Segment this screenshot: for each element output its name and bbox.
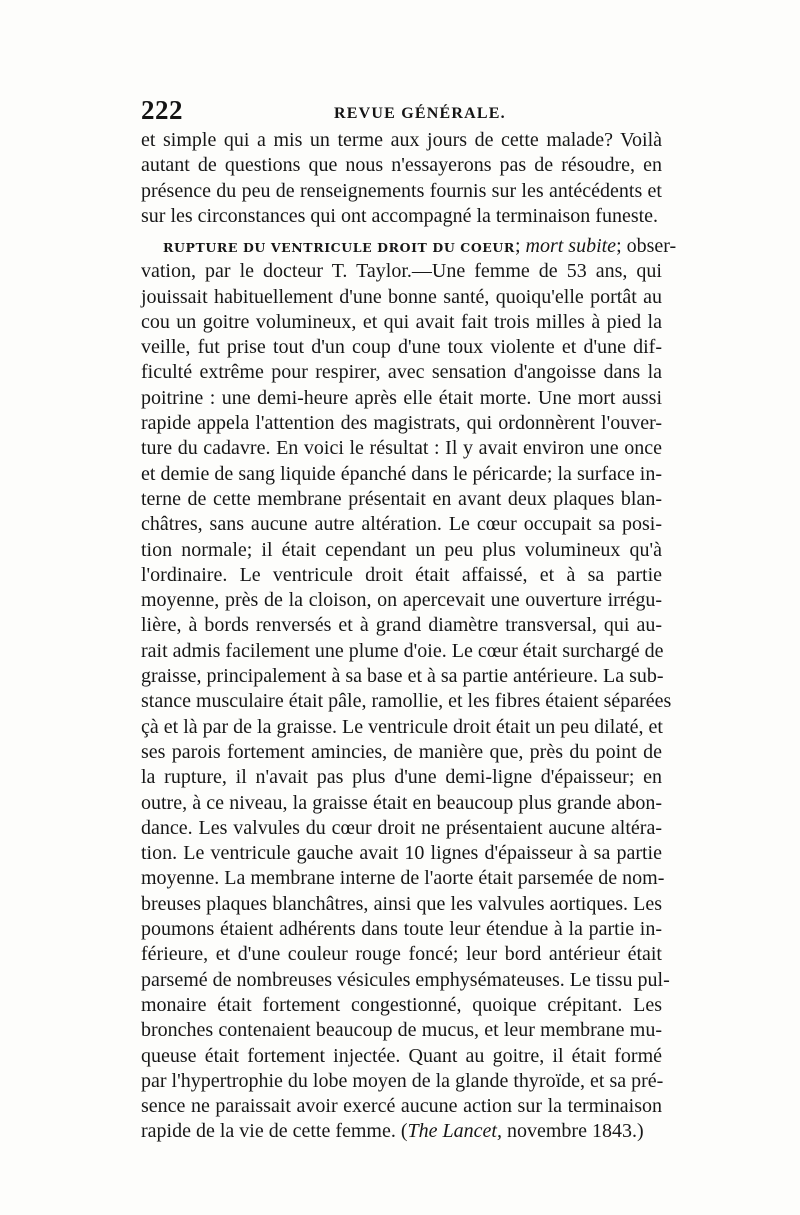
citation-journal: The Lancet,	[407, 1120, 502, 1143]
title-separator: ;	[514, 235, 526, 257]
page-number: 222	[141, 95, 183, 125]
text-line: poitrine : une demi-heure après elle était morte. Une mort aussi	[141, 386, 662, 409]
text-line: graisse, principalement à sa base et à sa partie antérieure. La sub-	[141, 665, 664, 688]
text-line: tion normale; il était cependant un peu plus volumineux qu'à	[141, 538, 662, 561]
text-line: queuse était fortement injectée. Quant au goitre, il était formé	[141, 1044, 662, 1067]
text-line: outre, à ce niveau, la graisse était en beaucoup plus grande abon-	[141, 791, 662, 814]
text-line: çà et là par de la graisse. Le ventricule droit était un peu dilaté, et	[141, 715, 663, 738]
subtitle-separator: ; obser-	[616, 235, 677, 257]
text-line: monaire était fortement congestionné, quoique crépitant. Les	[141, 993, 662, 1016]
paragraph-2-body	[141, 259, 672, 1119]
text-line: présence du peu de renseignements fournis sur les antécédents et	[141, 179, 662, 202]
paragraph-1	[141, 128, 662, 229]
text-line: parsemé de nombreuses vésicules emphysémateuses. Le tissu pul-	[141, 968, 670, 991]
text-line: autant de questions que nous n'essayerons pas de résoudre, en	[141, 154, 662, 177]
section-title: RUPTURE DU VENTRICULE DROIT DU COEUR	[163, 240, 515, 255]
section-subtitle: mort subite	[525, 235, 617, 257]
text-line: sur les circonstances qui ont accompagné la terminaison funeste.	[141, 204, 659, 227]
page-header	[141, 95, 661, 125]
text-line: ficulté extrême pour respirer, avec sensation d'angoisse dans la	[141, 361, 662, 384]
text-line: moyenne. La membrane interne de l'aorte était parsemée de nom-	[141, 867, 665, 890]
text-line: dance. Les valvules du cœur droit ne présentaient aucune altéra-	[141, 816, 662, 839]
final-line-text: rapide de la vie de cette femme. (	[141, 1120, 408, 1143]
final-line	[141, 1119, 662, 1144]
text-line: lière, à bords renversés et à grand diamètre transversal, qui au-	[141, 614, 662, 637]
text-line: jouissait habituellement d'une bonne santé, quoiqu'elle portât au	[141, 285, 662, 308]
text-line: terne de cette membrane présentait en avant deux plaques blan-	[141, 487, 662, 510]
text-line: rapide appela l'attention des magistrats, qui ordonnèrent l'ouver-	[141, 412, 662, 435]
text-line: poumons étaient adhérents dans toute leur étendue à la partie in-	[141, 918, 662, 941]
text-line: et simple qui a mis un terme aux jours de cette malade? Voilà	[141, 129, 662, 151]
text-line: ture du cadavre. En voici le résultat : Il y avait environ une once	[141, 437, 662, 460]
text-line: bronches contenaient beaucoup de mucus, et leur membrane mu-	[141, 1019, 662, 1042]
text-line: breuses plaques blanchâtres, ainsi que les valvules aortiques. Les	[141, 892, 662, 915]
paragraph-2	[141, 234, 677, 1145]
section-heading-line	[141, 234, 677, 259]
text-line: la rupture, il n'avait pas plus d'une demi-ligne d'épaisseur; en	[141, 766, 662, 789]
text-line: férieure, et d'une couleur rouge foncé; leur bord antérieur était	[141, 943, 662, 966]
text-line: châtres, sans aucune autre altération. Le cœur occupait sa posi-	[141, 513, 662, 536]
text-line: vation, par le docteur T. Taylor.—Une femme de 53 ans, qui	[141, 260, 662, 283]
text-line: par l'hypertrophie du lobe moyen de la glande thyroïde, et sa pré-	[141, 1069, 664, 1092]
text-line: veille, fut prise tout d'un coup d'une toux violente et d'une dif-	[141, 336, 662, 359]
running-head: REVUE GÉNÉRALE.	[334, 105, 506, 122]
text-line: tion. Le ventricule gauche avait 10 lignes d'épaisseur à sa partie	[141, 842, 662, 865]
text-line: et demie de sang liquide épanché dans le péricarde; la surface in-	[141, 462, 662, 485]
text-line: rait admis facilement une plume d'oie. Le cœur était surchargé de	[141, 639, 664, 662]
text-line: l'ordinaire. Le ventricule droit était affaissé, et à sa partie	[141, 563, 662, 586]
citation-date: novembre 1843.)	[501, 1120, 644, 1143]
text-line: cou un goitre volumineux, et qui avait fait trois milles à pied la	[141, 310, 662, 333]
text-line: moyenne, près de la cloison, on apercevait une ouverture irrégu-	[141, 589, 662, 612]
text-line: sence ne paraissait avoir exercé aucune action sur la terminaison	[141, 1095, 662, 1118]
text-line: stance musculaire était pâle, ramollie, et les fibres étaient séparées	[141, 690, 672, 713]
text-line: ses parois fortement amincies, de manière que, près du point de	[141, 740, 662, 763]
